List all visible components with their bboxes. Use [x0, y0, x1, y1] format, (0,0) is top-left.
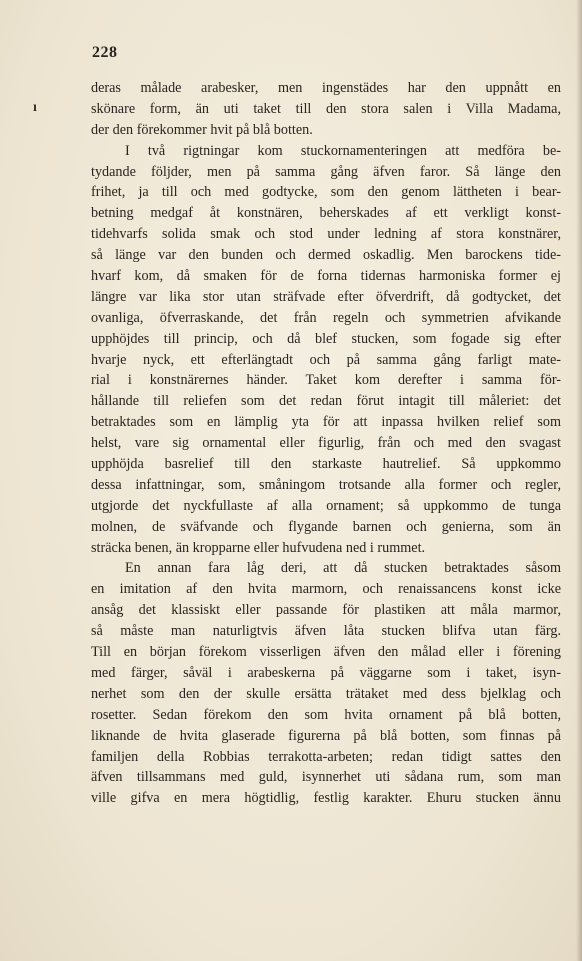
- text-line: betning medgaf åt konstnären, beherskades af ett verkligt konst-: [91, 205, 561, 222]
- text-line: liknande de hvita glaserade figurerna på blå botten, som finnas på: [91, 727, 561, 744]
- text-line: rosetter. Sedan förekom den som hvita ornament på blå botten,: [91, 706, 561, 723]
- body-text: [91, 78, 561, 809]
- text-line: En annan fara låg deri, att då stucken betraktades såsom: [125, 560, 561, 577]
- text-line: hållande till reliefen som det redan förut intagit till måleriet: det: [91, 393, 561, 410]
- text-line: deras målade arabesker, men ingenstädes har den uppnått en: [91, 80, 561, 96]
- text-line: helst, vare sig ornamental eller figurlig, från och med den svagast: [91, 435, 561, 452]
- text-line: rial i konstnärernes händer. Taket kom derefter i samma för-: [91, 372, 561, 389]
- text-line: Till en början förekom visserligen äfven den målad eller i förening: [91, 644, 561, 661]
- page-number: 228: [92, 44, 118, 61]
- text-line: upphöjda basrelief till den starkaste hautrelief. Så uppkommo: [91, 456, 561, 473]
- text-line: familjen della Robbias terrakotta-arbeten; redan tidigt sattes den: [91, 748, 561, 765]
- text-line: I två rigtningar kom stuckornamenteringen att medföra be-: [125, 142, 561, 159]
- text-line: der den förekommer hvit på blå botten.: [91, 121, 313, 138]
- text-line: äfven tillsammans med guld, isynnerhet uti sådana rum, som man: [91, 769, 561, 786]
- text-line: upphöjdes till princip, och då blef stucken, som fogade sig efter: [91, 330, 561, 347]
- text-line: ovanliga, öfverraskande, det från regeln och symmetrien afvikande: [91, 309, 561, 326]
- text-line: hvarf kom, då smaken för de forna tidernas harmoniska former ej: [91, 268, 561, 285]
- page-edge-shadow: [576, 0, 582, 961]
- text-line: med färger, såväl i arabeskerna på väggarne som i taket, isyn-: [91, 664, 561, 681]
- text-line: hvarje nyck, ett efterlängtadt och på samma gång farligt mate-: [91, 351, 561, 368]
- text-line: dessa infattningar, som, småningom trotsande alla former och regler,: [91, 476, 561, 493]
- text-line: nerhet som den der skulle ersätta trätaket med dess bjelklag och: [91, 685, 561, 702]
- text-line: skönare form, än uti taket till den stora salen i Villa Madama,: [91, 100, 561, 117]
- text-line: utgjorde det nyckfullaste af alla ornament; så uppkommo de tunga: [91, 497, 561, 514]
- text-line: betraktades som en lämplig yta för att inpassa hvilken relief som: [91, 414, 561, 431]
- text-line: så måste man naturligtvis äfven låta stucken blifva utan färg.: [91, 623, 561, 640]
- margin-mark: ı: [33, 100, 37, 115]
- text-line: tidehvarfs solida smak och stod under ledning af stora konstnärer,: [91, 226, 561, 243]
- text-line: molnen, de sväfvande och flygande barnen och genierna, som än: [91, 518, 561, 535]
- text-line: ville gifva en mera högtidlig, festlig karakter. Ehuru stucken ännu: [91, 790, 561, 807]
- text-line: en imitation af den hvita marmorn, och renaissancens konst icke: [91, 581, 561, 598]
- text-line: ansåg det klassiskt eller passande för plastiken att måla marmor,: [91, 602, 561, 619]
- text-line: så länge var den bunden och dermed oskadlig. Men barockens tide-: [91, 247, 561, 264]
- text-line: sträcka benen, än kropparne eller hufvudena ned i rummet.: [91, 539, 426, 556]
- text-line: längre var lika stor utan sträfvade efter öfverdrift, då godtycket, det: [91, 288, 561, 305]
- text-line: frihet, ja till och med godtycke, som den genom lättheten i bear-: [91, 184, 561, 201]
- text-line: tydande följder, men på samma gång äfven faror. Så länge den: [91, 163, 561, 180]
